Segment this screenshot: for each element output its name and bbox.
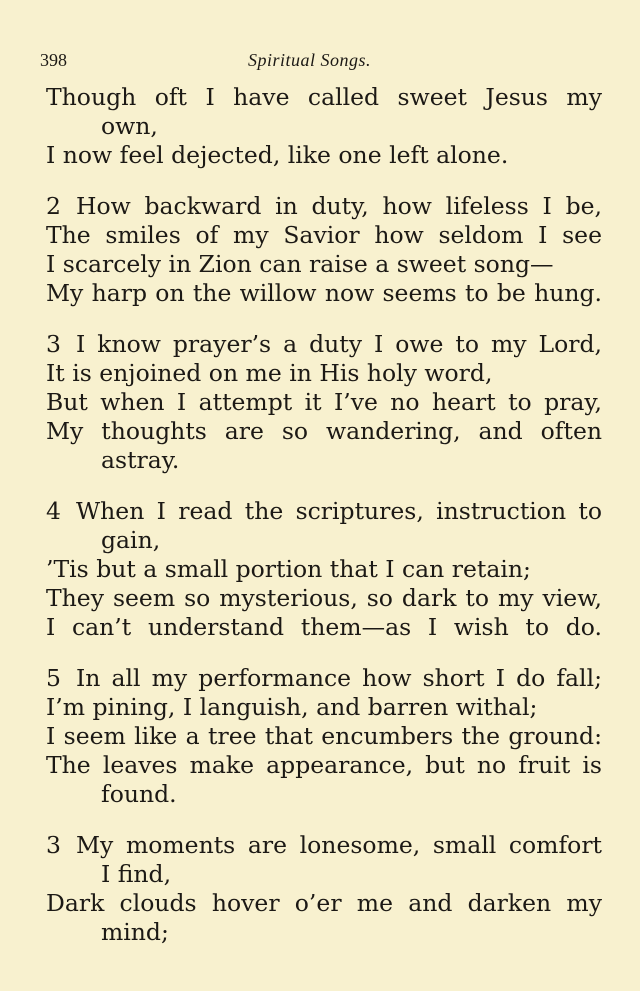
verse-line-text: I can’t understand them—as I wish to do. [46,613,602,641]
verse-line-text: astray. [101,446,180,474]
stanza-number: 2 [46,192,61,220]
page-number: 398 [40,50,67,70]
verse-line-text: own, [101,112,158,140]
verse-line-text: I know prayer’s a duty I owe to my Lord, [76,330,602,358]
verse-line-text: Dark clouds hover o’er me and darken my [46,889,602,917]
verse-line [46,279,602,308]
stanza [46,497,602,642]
verse-line-text: The smiles of my Savior how seldom I see [46,221,602,249]
stanza [46,83,602,170]
verse-line [46,330,602,359]
verse-line [46,446,602,475]
verse-line [46,751,602,780]
verse-line-text: My harp on the willow now seems to be hung. [46,279,602,307]
verse-line [46,613,602,642]
verse-line-text: found. [101,780,177,808]
verse-line [46,889,602,918]
stanza [46,664,602,809]
verse-line [46,83,602,112]
verse-line [46,112,602,141]
verse-line [46,722,602,751]
page-header [40,50,600,74]
verse-line [46,388,602,417]
verse-line-text: I now feel dejected, like one left alone. [46,141,509,169]
verse-line [46,497,602,526]
stanza [46,330,602,475]
verse-line-text: They seem so mysterious, so dark to my view, [46,584,602,612]
verse-line-text: I find, [101,860,172,888]
verse-line-text: When I read the scriptures, instruction to [76,497,602,525]
verse-line [46,693,602,722]
verse-line [46,831,602,860]
hymn-text [46,83,602,969]
verse-line-text: The leaves make appearance, but no fruit is [46,751,602,779]
verse-line [46,250,602,279]
verse-line [46,918,602,947]
verse-line-text: Though oft I have called sweet Jesus my [46,83,602,111]
verse-line [46,555,602,584]
stanza-number: 3 [46,831,61,859]
verse-line-text: In all my performance how short I do fall; [76,664,602,692]
verse-line-text: I seem like a tree that encumbers the ground: [46,722,602,750]
verse-line [46,141,602,170]
verse-line-text: My moments are lonesome, small comfort [76,831,602,859]
verse-line [46,192,602,221]
verse-line-text: gain, [101,526,161,554]
verse-line-text: ’Tis but a small portion that I can retain; [46,555,531,583]
stanza-number: 3 [46,330,61,358]
verse-line-text: But when I attempt it I’ve no heart to pray, [46,388,602,416]
verse-line-text: I’m pining, I languish, and barren withal; [46,693,538,721]
verse-line [46,359,602,388]
verse-line [46,664,602,693]
verse-line [46,584,602,613]
stanza [46,831,602,947]
verse-line [46,221,602,250]
stanza [46,192,602,308]
stanza-number: 5 [46,664,61,692]
verse-line-text: How backward in duty, how lifeless I be, [76,192,602,220]
verse-line [46,860,602,889]
verse-line-text: It is enjoined on me in His holy word, [46,359,493,387]
running-head: Spiritual Songs. [248,50,372,70]
verse-line [46,417,602,446]
stanza-number: 4 [46,497,61,525]
verse-line-text: My thoughts are so wandering, and often [46,417,602,445]
verse-line-text: I scarcely in Zion can raise a sweet song— [46,250,554,278]
verse-line-text: mind; [101,918,169,946]
verse-line [46,780,602,809]
verse-line [46,526,602,555]
